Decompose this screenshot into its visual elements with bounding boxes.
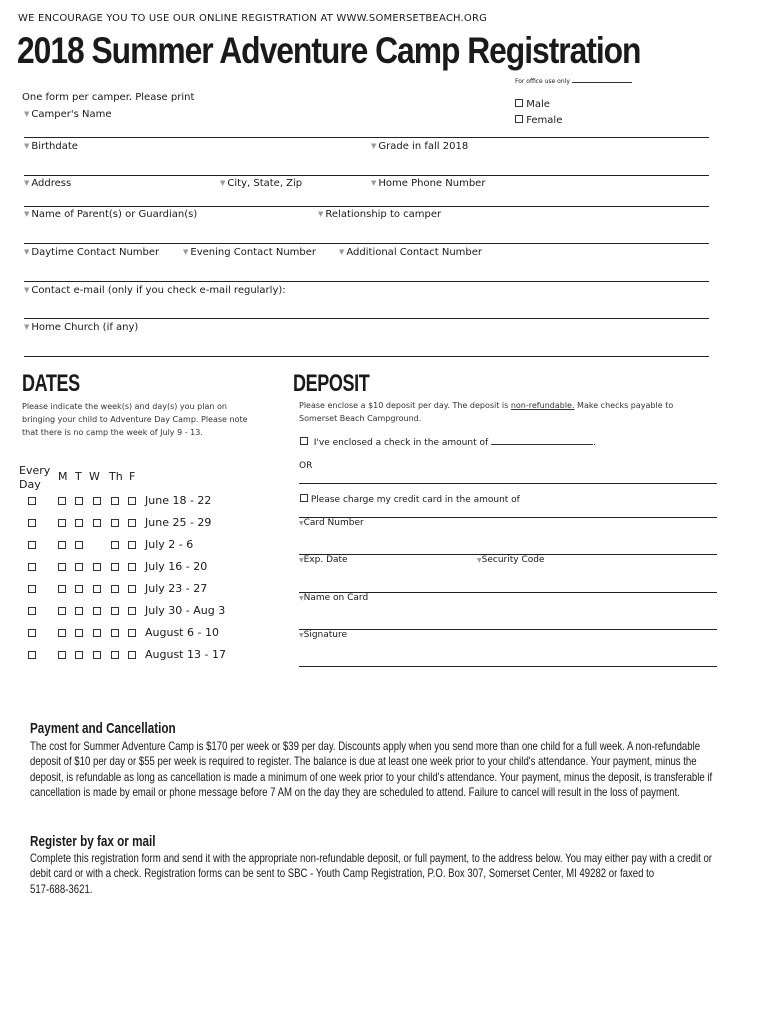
church-field[interactable]: ▼ Home Church (if any): [24, 322, 139, 333]
additional-contact-field[interactable]: ▼ Additional Contact Number: [339, 247, 483, 258]
parent-field[interactable]: ▼ Name of Parent(s) or Guardian(s): [24, 209, 198, 220]
day-checkbox[interactable]: [128, 651, 136, 659]
week-row: [20, 604, 260, 626]
every-day-checkbox[interactable]: [28, 497, 36, 505]
triangle-icon: ▼: [24, 210, 30, 218]
week-row: [20, 582, 260, 604]
day-checkbox[interactable]: [93, 497, 101, 505]
every-day-checkbox[interactable]: [28, 607, 36, 615]
day-checkbox[interactable]: [111, 629, 119, 637]
divider: [299, 483, 717, 484]
card-number-field[interactable]: ▼Card Number: [299, 518, 364, 528]
day-checkbox[interactable]: [93, 563, 101, 571]
week-label: August 6 - 10: [145, 626, 219, 639]
day-checkbox[interactable]: [58, 563, 66, 571]
day-checkbox[interactable]: [75, 651, 83, 659]
every-day-checkbox[interactable]: [28, 651, 36, 659]
divider: [24, 175, 709, 176]
every-day-checkbox[interactable]: [28, 563, 36, 571]
day-checkbox[interactable]: [75, 629, 83, 637]
signature-field[interactable]: ▼Signature: [299, 630, 348, 640]
day-checkbox[interactable]: [75, 585, 83, 593]
exp-date-field[interactable]: ▼Exp. Date: [299, 555, 348, 565]
triangle-icon: ▼: [299, 520, 304, 527]
week-row: [20, 516, 260, 538]
day-checkbox[interactable]: [111, 541, 119, 549]
relationship-field[interactable]: ▼ Relationship to camper: [318, 209, 442, 220]
day-checkbox[interactable]: [93, 519, 101, 527]
every-day-header: Every Day: [19, 464, 51, 491]
register-text: Complete this registration form and send it with the appropriate non-refundable deposit, or full payment, to the address below. You may either pay with a credit or debit card or with a check. Registration forms can be sent to SBC - Youth Camp Registration, P.O. Box 307, Somerset Center, MI 49282 or faxed to 517-688-3621.: [30, 851, 712, 896]
day-checkbox[interactable]: [111, 519, 119, 527]
triangle-icon: ▼: [24, 179, 30, 187]
dates-instructions: Please indicate the week(s) and day(s) you plan on bringing your child to Adventure Day Camp. Please note that there is no camp the week of July 9 - 13.: [22, 402, 248, 437]
checkbox-icon[interactable]: [300, 494, 308, 502]
deposit-instructions: Please enclose a $10 deposit per day. The deposit is non-refundable. Make checks payable to Somerset Beach Campground.: [299, 401, 674, 423]
every-day-checkbox[interactable]: [28, 541, 36, 549]
triangle-icon: ▼: [24, 248, 30, 256]
page-title: 2018 Summer Adventure Camp Registration: [17, 30, 641, 71]
day-checkbox[interactable]: [58, 519, 66, 527]
divider: [24, 243, 709, 244]
day-checkbox[interactable]: [93, 629, 101, 637]
day-checkbox[interactable]: [75, 541, 83, 549]
week-label: July 2 - 6: [145, 538, 194, 551]
day-checkbox[interactable]: [58, 585, 66, 593]
online-registration-note: WE ENCOURAGE YOU TO USE OUR ONLINE REGISTRATION AT WWW.SOMERSETBEACH.ORG: [18, 13, 488, 24]
credit-option[interactable]: Please charge my credit card in the amount of: [300, 494, 520, 505]
male-option[interactable]: Male: [515, 99, 550, 110]
divider: [24, 137, 709, 138]
day-checkbox[interactable]: [58, 497, 66, 505]
day-checkbox[interactable]: [58, 651, 66, 659]
week-row: [20, 626, 260, 648]
day-checkbox[interactable]: [111, 651, 119, 659]
week-row: [20, 560, 260, 582]
day-checkbox[interactable]: [93, 585, 101, 593]
birthdate-field[interactable]: ▼ Birthdate: [24, 141, 78, 152]
every-day-checkbox[interactable]: [28, 585, 36, 593]
day-checkbox[interactable]: [111, 563, 119, 571]
day-checkbox[interactable]: [58, 629, 66, 637]
deposit-heading: DEPOSIT: [293, 370, 370, 397]
day-checkbox[interactable]: [75, 607, 83, 615]
triangle-icon: ▼: [371, 179, 377, 187]
email-field[interactable]: ▼ Contact e-mail (only if you check e-mail regularly):: [24, 285, 286, 296]
week-row: [20, 538, 260, 560]
payment-heading: Payment and Cancellation: [30, 720, 176, 737]
triangle-icon: ▼: [477, 557, 482, 564]
every-day-checkbox[interactable]: [28, 629, 36, 637]
triangle-icon: ▼: [371, 142, 377, 150]
week-label: July 30 - Aug 3: [145, 604, 226, 617]
day-checkbox[interactable]: [75, 497, 83, 505]
or-label: OR: [299, 461, 313, 471]
office-use-field: For office use only: [515, 78, 632, 85]
triangle-icon: ▼: [318, 210, 324, 218]
checkbox-icon[interactable]: [515, 115, 523, 123]
day-checkbox[interactable]: [93, 651, 101, 659]
day-checkbox[interactable]: [128, 497, 136, 505]
city-field[interactable]: ▼ City, State, Zip: [220, 178, 303, 189]
day-checkbox[interactable]: [93, 607, 101, 615]
weeks-list: [20, 494, 260, 670]
female-option[interactable]: Female: [515, 115, 562, 126]
day-checkbox[interactable]: [58, 607, 66, 615]
day-m-header: M: [58, 470, 68, 483]
triangle-icon: ▼: [299, 595, 304, 602]
day-checkbox[interactable]: [128, 519, 136, 527]
day-checkbox[interactable]: [111, 497, 119, 505]
check-option[interactable]: I've enclosed a check in the amount of .: [300, 437, 596, 448]
day-th-header: Th: [109, 470, 123, 483]
checkbox-icon[interactable]: [300, 437, 308, 445]
name-on-card-field[interactable]: ▼Name on Card: [299, 593, 369, 603]
triangle-icon: ▼: [220, 179, 226, 187]
divider: [24, 281, 709, 282]
week-row: [20, 494, 260, 516]
payment-text: The cost for Summer Adventure Camp is $170 per week or $39 per day. Discounts apply when you send more than one child for a full week. A non-refundable deposit of $10 per day or $55 per week is required to register. The balance is due at least one week prior to your child's attendance. Your payment, minus the deposit, is refundable as long as cancellation is made a minimum of one week prior to your child's attendance. Your payment, minus the deposit, is transferable if cancellation is made by email or phone message before 7 AM on the day they are scheduled to attend. Failure to cancel will result in the loss of payment.: [30, 739, 713, 799]
triangle-icon: ▼: [339, 248, 345, 256]
day-checkbox[interactable]: [128, 629, 136, 637]
day-t-header: T: [75, 470, 82, 483]
checkbox-icon[interactable]: [515, 99, 523, 107]
divider: [299, 666, 717, 667]
register-heading: Register by fax or mail: [30, 833, 156, 850]
week-row: [20, 648, 260, 670]
address-field[interactable]: ▼ Address: [24, 178, 72, 189]
day-checkbox[interactable]: [128, 585, 136, 593]
week-label: July 23 - 27: [145, 582, 208, 595]
security-code-field[interactable]: ▼Security Code: [477, 555, 545, 565]
week-label: August 13 - 17: [145, 648, 226, 661]
evening-contact-field[interactable]: ▼ Evening Contact Number: [183, 247, 317, 258]
day-checkbox[interactable]: [75, 563, 83, 571]
triangle-icon: ▼: [299, 557, 304, 564]
day-checkbox[interactable]: [111, 585, 119, 593]
daytime-contact-field[interactable]: ▼ Daytime Contact Number: [24, 247, 160, 258]
grade-field[interactable]: ▼ Grade in fall 2018: [371, 141, 469, 152]
triangle-icon: ▼: [24, 110, 30, 118]
camper-name-field[interactable]: ▼ Camper's Name: [24, 109, 112, 120]
week-label: June 18 - 22: [145, 494, 212, 507]
day-w-header: W: [89, 470, 100, 483]
every-day-checkbox[interactable]: [28, 519, 36, 527]
day-f-header: F: [129, 470, 136, 483]
triangle-icon: ▼: [24, 323, 30, 331]
week-label: July 16 - 20: [145, 560, 208, 573]
day-checkbox[interactable]: [128, 541, 136, 549]
divider: [299, 629, 717, 630]
triangle-icon: ▼: [299, 632, 304, 639]
triangle-icon: ▼: [183, 248, 189, 256]
triangle-icon: ▼: [24, 142, 30, 150]
day-checkbox[interactable]: [75, 519, 83, 527]
day-checkbox[interactable]: [58, 541, 66, 549]
form-intro: One form per camper. Please print: [22, 92, 195, 103]
divider: [24, 356, 709, 357]
home-phone-field[interactable]: ▼ Home Phone Number: [371, 178, 486, 189]
dates-heading: DATES: [22, 370, 80, 397]
day-checkbox[interactable]: [128, 607, 136, 615]
divider: [24, 318, 709, 319]
divider: [24, 206, 709, 207]
day-checkbox[interactable]: [111, 607, 119, 615]
week-label: June 25 - 29: [145, 516, 212, 529]
day-checkbox[interactable]: [128, 563, 136, 571]
triangle-icon: ▼: [24, 286, 30, 294]
